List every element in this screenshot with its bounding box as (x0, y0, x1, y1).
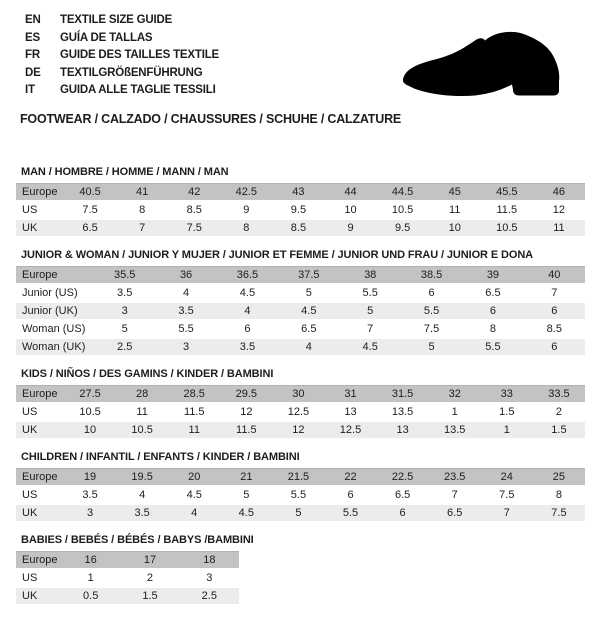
size-section-0 (16, 166, 585, 238)
table-row (16, 219, 585, 237)
size-cell: 2.5 (94, 338, 155, 356)
size-cell: 30 (272, 386, 324, 404)
size-cell: 1 (481, 421, 533, 439)
row-label: UK (16, 587, 61, 605)
table-row (16, 504, 585, 522)
size-cell: 8 (533, 486, 585, 504)
size-cell: 4 (278, 338, 339, 356)
size-cell: 5 (272, 504, 324, 522)
size-cell: 24 (481, 469, 533, 487)
size-cell: 4.5 (168, 486, 220, 504)
footwear-heading: FOOTWEAR / CALZADO / CHAUSSURES / SCHUHE / CALZATURE (20, 112, 402, 126)
size-cell: 9 (220, 201, 272, 219)
size-cell: 6.5 (377, 486, 429, 504)
table-row (16, 486, 585, 504)
size-cell: 3.5 (116, 504, 168, 522)
row-label: UK (16, 421, 64, 439)
table-row (16, 338, 585, 356)
language-code: FR (25, 49, 40, 61)
size-cell: 39 (462, 267, 523, 285)
size-cell: 3.5 (155, 302, 216, 320)
size-cell: 1 (61, 569, 120, 587)
language-label: GUIDA ALLE TAGLIE TESSILI (60, 84, 216, 96)
size-cell: 11.5 (481, 201, 533, 219)
row-label: Junior (UK) (16, 302, 94, 320)
shoe-icon (395, 18, 577, 106)
row-label: US (16, 403, 64, 421)
language-row-it (25, 82, 219, 100)
size-cell: 5.5 (462, 338, 523, 356)
size-cell: 4 (168, 504, 220, 522)
table-title: BABIES / BEBÉS / BÉBÉS / BABYS /BAMBINI (21, 534, 254, 546)
size-cell: 43 (272, 184, 324, 202)
size-table (16, 183, 585, 238)
table-row-europe (16, 469, 585, 487)
size-cell: 10.5 (377, 201, 429, 219)
size-cell: 8 (220, 219, 272, 237)
row-label: UK (16, 219, 64, 237)
size-section-3 (16, 451, 585, 523)
size-cell: 42 (168, 184, 220, 202)
size-cell: 4.5 (217, 284, 278, 302)
size-cell: 16 (61, 552, 120, 570)
size-cell: 5 (401, 338, 462, 356)
size-cell: 27.5 (64, 386, 116, 404)
size-cell: 22.5 (377, 469, 429, 487)
language-row-es (25, 30, 219, 48)
size-cell: 5.5 (155, 320, 216, 338)
table-row-europe (16, 267, 585, 285)
size-cell: 18 (180, 552, 239, 570)
size-cell: 12 (220, 403, 272, 421)
row-label: US (16, 486, 64, 504)
size-cell: 6.5 (429, 504, 481, 522)
size-cell: 1 (429, 403, 481, 421)
size-cell: 37.5 (278, 267, 339, 285)
size-cell: 7 (340, 320, 401, 338)
table-row-europe (16, 552, 239, 570)
size-cell: 6 (217, 320, 278, 338)
size-cell: 8.5 (524, 320, 585, 338)
row-label: Europe (16, 267, 94, 285)
size-cell: 36 (155, 267, 216, 285)
size-cell: 2 (120, 569, 179, 587)
size-cell: 10 (324, 201, 376, 219)
size-cell: 3 (180, 569, 239, 587)
size-cell: 17 (120, 552, 179, 570)
size-cell: 12 (533, 201, 585, 219)
size-cell: 7.5 (481, 486, 533, 504)
size-cell: 5 (278, 284, 339, 302)
size-cell: 13 (324, 403, 376, 421)
size-cell: 1.5 (481, 403, 533, 421)
size-cell: 38.5 (401, 267, 462, 285)
size-cell: 3.5 (94, 284, 155, 302)
size-cell: 3 (64, 504, 116, 522)
size-cell: 11 (168, 421, 220, 439)
size-table (16, 385, 585, 440)
language-list (25, 12, 219, 100)
table-row-europe (16, 184, 585, 202)
size-cell: 13.5 (429, 421, 481, 439)
size-cell: 35.5 (94, 267, 155, 285)
size-cell: 5 (94, 320, 155, 338)
size-cell: 4 (217, 302, 278, 320)
size-cell: 8 (116, 201, 168, 219)
size-cell: 4.5 (278, 302, 339, 320)
size-cell: 25 (533, 469, 585, 487)
size-section-2 (16, 368, 585, 440)
size-cell: 3 (155, 338, 216, 356)
size-cell: 4 (155, 284, 216, 302)
table-title: KIDS / NIÑOS / DES GAMINS / KINDER / BAMBINI (21, 368, 274, 380)
size-cell: 1.5 (533, 421, 585, 439)
size-cell: 21 (220, 469, 272, 487)
size-cell: 22 (324, 469, 376, 487)
table-row (16, 403, 585, 421)
table-row (16, 421, 585, 439)
language-row-en (25, 12, 219, 30)
size-cell: 41 (116, 184, 168, 202)
size-cell: 3.5 (64, 486, 116, 504)
size-cell: 9.5 (272, 201, 324, 219)
size-cell: 5 (340, 302, 401, 320)
size-cell: 33 (481, 386, 533, 404)
size-cell: 5 (220, 486, 272, 504)
language-row-fr (25, 47, 219, 65)
size-cell: 45.5 (481, 184, 533, 202)
size-cell: 44.5 (377, 184, 429, 202)
language-row-de (25, 65, 219, 83)
size-cell: 8.5 (168, 201, 220, 219)
size-cell: 4 (116, 486, 168, 504)
size-cell: 5.5 (401, 302, 462, 320)
size-cell: 10.5 (481, 219, 533, 237)
size-cell: 7 (481, 504, 533, 522)
size-cell: 6 (401, 284, 462, 302)
table-row (16, 201, 585, 219)
size-cell: 6.5 (64, 219, 116, 237)
size-cell: 7 (116, 219, 168, 237)
size-cell: 10 (64, 421, 116, 439)
size-cell: 9.5 (377, 219, 429, 237)
size-cell: 6 (462, 302, 523, 320)
size-cell: 11 (116, 403, 168, 421)
size-cell: 28 (116, 386, 168, 404)
size-cell: 12.5 (272, 403, 324, 421)
table-title: JUNIOR & WOMAN / JUNIOR Y MUJER / JUNIOR ET FEMME / JUNIOR UND FRAU / JUNIOR E DONA (21, 249, 534, 261)
size-cell: 12 (272, 421, 324, 439)
size-table (16, 266, 585, 357)
language-code: IT (25, 84, 35, 96)
size-cell: 6 (524, 302, 585, 320)
size-cell: 4.5 (340, 338, 401, 356)
table-row (16, 302, 585, 320)
language-label: GUIDE DES TAILLES TEXTILE (60, 49, 219, 61)
size-cell: 36.5 (217, 267, 278, 285)
size-cell: 5.5 (272, 486, 324, 504)
language-label: TEXTILE SIZE GUIDE (60, 14, 173, 26)
size-cell: 6 (524, 338, 585, 356)
row-label: Woman (US) (16, 320, 94, 338)
size-cell: 3 (94, 302, 155, 320)
size-cell: 7.5 (64, 201, 116, 219)
size-cell: 11 (429, 201, 481, 219)
language-code: DE (25, 66, 41, 79)
size-cell: 44 (324, 184, 376, 202)
row-label: Woman (UK) (16, 338, 94, 356)
size-cell: 6.5 (278, 320, 339, 338)
size-cell: 7.5 (168, 219, 220, 237)
table-row (16, 320, 585, 338)
size-cell: 2.5 (180, 587, 239, 605)
size-cell: 7.5 (401, 320, 462, 338)
size-cell: 7 (429, 486, 481, 504)
size-cell: 7 (524, 284, 585, 302)
size-cell: 21.5 (272, 469, 324, 487)
table-row (16, 569, 239, 587)
size-cell: 3.5 (217, 338, 278, 356)
size-cell: 0.5 (61, 587, 120, 605)
size-cell: 31.5 (377, 386, 429, 404)
size-section-4 (16, 534, 585, 606)
size-cell: 11.5 (220, 421, 272, 439)
size-cell: 5.5 (340, 284, 401, 302)
table-row-europe (16, 386, 585, 404)
row-label: UK (16, 504, 64, 522)
size-cell: 13 (377, 421, 429, 439)
size-cell: 38 (340, 267, 401, 285)
size-cell: 20 (168, 469, 220, 487)
row-label: US (16, 569, 61, 587)
size-cell: 6.5 (462, 284, 523, 302)
size-cell: 23.5 (429, 469, 481, 487)
table-title: CHILDREN / INFANTIL / ENFANTS / KINDER / BAMBINI (21, 451, 300, 463)
row-label: Junior (US) (16, 284, 94, 302)
size-cell: 32 (429, 386, 481, 404)
size-cell: 10.5 (116, 421, 168, 439)
size-cell: 28.5 (168, 386, 220, 404)
size-cell: 46 (533, 184, 585, 202)
size-cell: 12.5 (324, 421, 376, 439)
row-label: Europe (16, 184, 64, 202)
size-cell: 6 (377, 504, 429, 522)
table-title: MAN / HOMBRE / HOMME / MANN / MAN (21, 166, 229, 178)
size-cell: 10.5 (64, 403, 116, 421)
size-cell: 42.5 (220, 184, 272, 202)
size-table (16, 551, 239, 606)
size-cell: 6 (324, 486, 376, 504)
size-cell: 8.5 (272, 219, 324, 237)
size-cell: 33.5 (533, 386, 585, 404)
language-label: GUÍA DE TALLAS (60, 31, 153, 44)
size-cell: 19 (64, 469, 116, 487)
row-label: Europe (16, 552, 61, 570)
size-cell: 31 (324, 386, 376, 404)
table-row (16, 284, 585, 302)
size-cell: 9 (324, 219, 376, 237)
size-cell: 11 (533, 219, 585, 237)
language-code: EN (25, 14, 41, 26)
size-cell: 11.5 (168, 403, 220, 421)
size-cell: 7.5 (533, 504, 585, 522)
size-cell: 19.5 (116, 469, 168, 487)
row-label: Europe (16, 469, 64, 487)
size-cell: 13.5 (377, 403, 429, 421)
size-cell: 4.5 (220, 504, 272, 522)
language-code: ES (25, 31, 40, 44)
size-cell: 45 (429, 184, 481, 202)
size-cell: 40 (524, 267, 585, 285)
row-label: US (16, 201, 64, 219)
size-table (16, 468, 585, 523)
size-cell: 5.5 (324, 504, 376, 522)
size-cell: 29.5 (220, 386, 272, 404)
row-label: Europe (16, 386, 64, 404)
size-cell: 40.5 (64, 184, 116, 202)
size-cell: 10 (429, 219, 481, 237)
size-cell: 8 (462, 320, 523, 338)
size-section-1 (16, 249, 585, 357)
size-cell: 2 (533, 403, 585, 421)
size-cell: 1.5 (120, 587, 179, 605)
language-label: TEXTILGRÖßENFÜHRUNG (60, 66, 203, 79)
size-tables (16, 166, 585, 617)
table-row (16, 587, 239, 605)
